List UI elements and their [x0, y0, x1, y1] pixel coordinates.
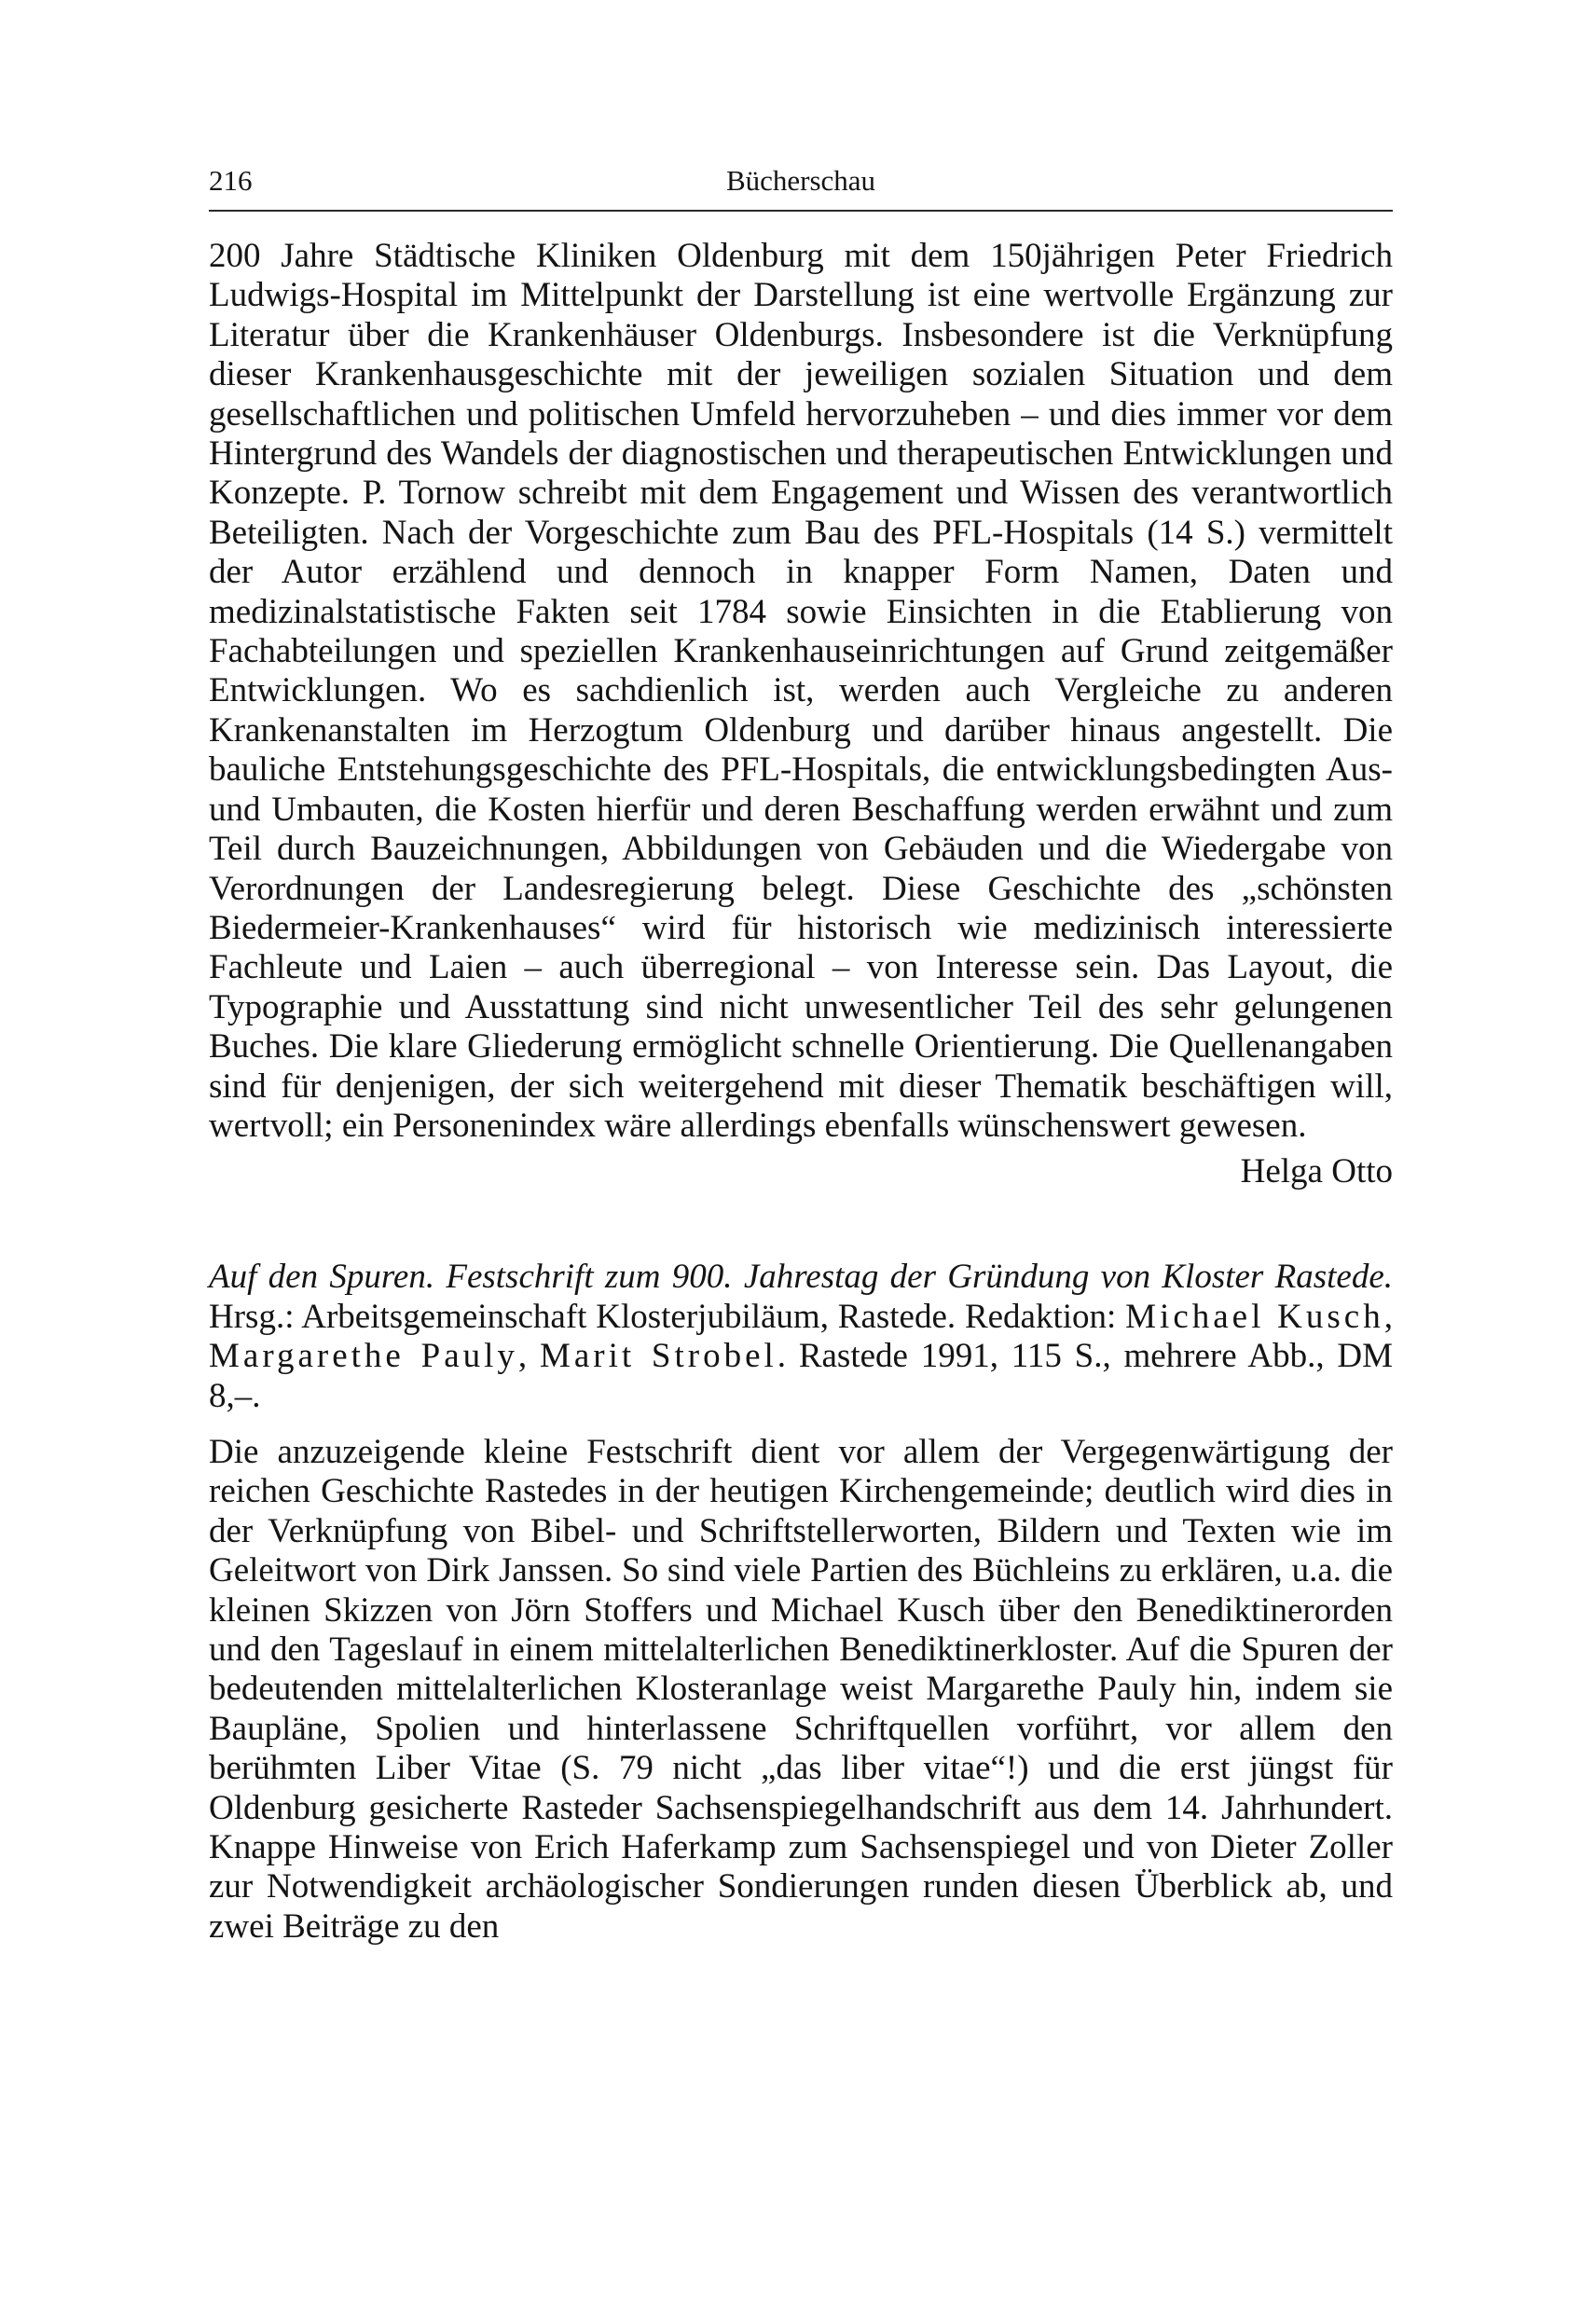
editor-name: Marit Strobel: [539, 1337, 777, 1376]
separator: ,: [1383, 1297, 1393, 1336]
running-title: Bücherschau: [725, 164, 876, 197]
editor-name: Margarethe Pauly: [209, 1337, 518, 1376]
editor-name: Michael Kusch: [1125, 1297, 1384, 1336]
reviewer-signature: Helga Otto: [1240, 1152, 1393, 1191]
review-paragraph: Die anzuzeigende kleine Festschrift dient vor allem der Vergegenwärtigung der reichen Geschichte Rastedes in der heutigen Kirchengemeinde; deutlich wird dies in der Verknüpfung von Bibel- und Schriftstellerworten, Bildern und Texten wie im Geleitwort von Dirk Janssen. So sind viele Partien des Büchleins zu erklären, u.a. die kleinen Skizzen von Jörn Stoffers und Michael Kusch über den Benediktinerorden und den Tageslauf in einem mittelalterlichen Benediktinerkloster. Auf die Spuren der bedeutenden mittelalterlichen Klosteranlage weist Margarethe Pauly hin, indem sie Baupläne, Spolien und hinterlassene Schriftquellen vorführt, vor allem den berühmten Liber Vitae (S. 79 nicht „das liber vitae“!) und die erst jüngst für Oldenburg gesicherte Rasteder Sachsenspiegelhandschrift aus dem 14. Jahrhundert. Knappe Hinweise von Erich Haferkamp zum Sachsenspiegel und von Dieter Zoller zur Notwendigkeit archäologischer Sondierungen runden diesen Überblick ab, und zwei Beiträge zu den: [209, 1432, 1393, 1946]
page-number: 216: [209, 164, 253, 197]
running-header: [209, 157, 1393, 205]
publication-details: . Rastede 1991, 115 S., mehrere Abb., DM 8,–.: [209, 1337, 1394, 1415]
header-rule: [209, 210, 1393, 212]
separator: ,: [517, 1337, 540, 1376]
body-text: [209, 237, 1393, 1947]
publisher-info: Hrsg.: Arbeitsgemeinschaft Klosterjubiläum, Rastede. Redaktion:: [209, 1297, 1126, 1336]
review-paragraph: 200 Jahre Städtische Kliniken Oldenburg mit dem 150jährigen Peter Friedrich Ludwigs-Hospital im Mittelpunkt der Darstellung ist eine wertvolle Ergänzung zur Literatur über die Krankenhäuser Oldenburgs. Insbesondere ist die Verknüpfung dieser Krankenhausgeschichte mit der jeweiligen sozialen Situation und dem gesellschaftlichen und politischen Umfeld hervorzuheben – und dies immer vor dem Hintergrund des Wandels der diagnostischen und therapeutischen Entwicklungen und Konzepte. P. Tornow schreibt mit dem Engagement und Wissen des verantwortlich Beteiligten. Nach der Vorgeschichte zum Bau des PFL-Hospitals (14 S.) vermittelt der Autor erzählend und dennoch in knapper Form Namen, Daten und medizinalstatistische Fakten seit 1784 sowie Einsichten in die Etablierung von Fachabteilungen und speziellen Krankenhauseinrichtungen auf Grund zeitgemäßer Entwicklungen. Wo es sachdienlich ist, werden auch Vergleiche zu anderen Krankenanstalten im Herzogtum Oldenburg und darüber hinaus angestellt. Die bauliche Entstehungsgeschichte des PFL-Hospitals, die entwicklungsbedingten Aus- und Umbauten, die Kosten hierfür und deren Beschaffung werden erwähnt und zum Teil durch Bauzeichnungen, Abbildungen von Gebäuden und die Wiedergabe von Verordnungen der Landesregierung belegt. Diese Geschichte des „schönsten Biedermeier-Krankenhauses“ wird für historisch wie medizinisch interessierte Fachleute und Laien – auch überregional – von Interesse sein. Das Layout, die Typographie und Ausstattung sind nicht unwesentlicher Teil des sehr gelungenen Buches. Die klare Gliederung ermöglicht schnelle Orientierung. Die Quellenangaben sind für denjenigen, der sich weitergehend mit dieser Thematik beschäftigen will, wertvoll; ein Personenindex wäre allerdings ebenfalls wünschenswert gewesen.: [209, 237, 1393, 1145]
book-title: Auf den Spuren. Festschrift zum 900. Jahrestag der Gründung von Kloster Rastede.: [209, 1258, 1393, 1297]
bibliographic-entry: [209, 1258, 1393, 1416]
